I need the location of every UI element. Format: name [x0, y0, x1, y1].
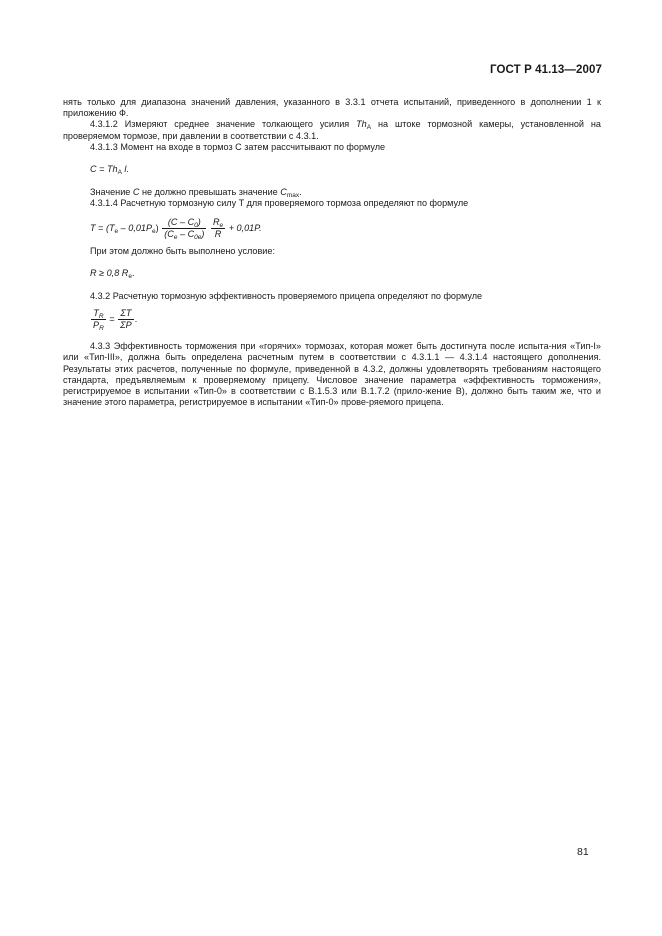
formula-brake-force: $T = (T_e - 0,01P_e)$ $\frac{(C - C_0)}{(C_e - C_{0e})}$ $\frac{R_e}{R}$ + 0,01P. [90, 216, 262, 241]
paragraph-4-3-2: 4.3.2 Расчетную тормозную эффективность проверяемого прицепа определяют по формуле [90, 291, 483, 302]
paragraph-condition-intro: При этом должно быть выполнено условие: [90, 245, 275, 256]
fraction-tr-pr: $\frac{T_R}{P_R}$ [93, 308, 104, 333]
fraction-sum-t-sum-p: $\frac{\Sigma T}{\Sigma P}$ [120, 308, 132, 331]
formula-efficiency: $\frac{T_R}{P_R}$ = $\frac{\Sigma T}{\Sigma P}$ . [93, 308, 138, 333]
fraction-c-ratio: $\frac{(C - C_0)}{(C_e - C_{0e})}$ [164, 216, 205, 241]
document-body [63, 97, 601, 408]
paragraph-4-3-3: 4.3.3 Эффективность торможения при «горячих» тормозах, которая может быть достигнута после испыта-ния «Тип-I» или «Тип-III», должна быть определена расчетным путем в соответствии с 4.3.1.1 — 4.3.1.4 настоящего дополнения. Результаты этих расчетов, полученные по формуле, приведенной в 4.3.2, должны удовлетворять требованиям настоящего стандарта, предъявляемым к проверяемому прицепу. Числовое значение параметра «эффективность торможения», регистрируемое в испытании «Тип-0» в соответствии с В.1.5.3 или В.1.7.2 (прило-жение В), должно быть таким же, что и значение этого параметра, регистрируемое в испытании «Тип-0» прове-ряемого прицепа. [63, 341, 601, 408]
formula-condition: R ≥ 0,8 $R_e$. [90, 267, 135, 280]
paragraph-cmax-limit: Значение C не должно превышать значение $C_{max}$. [90, 187, 302, 200]
formula-moment: $C = Th_A$ l. [90, 164, 129, 177]
fraction-r-ratio: $\frac{R_e}{R}$ [212, 216, 224, 239]
paragraph-4-3-1-3: 4.3.1.3 Момент на входе в тормоз C затем рассчитывают по формуле [90, 141, 386, 152]
page-number: 81 [577, 846, 589, 858]
paragraph-4-3-1-2: 4.3.1.2 Измеряют среднее значение толкающего усилия $Th_A$ на штоке тормозной камеры, установленной на проверяемом тормозе, при давлении в соответствии с 4.3.1. [63, 119, 601, 141]
paragraph-continuation: нять только для диапазона значений давления, указанного в 3.3.1 отчета испытаний, приведенного в дополнении 1 к приложению Ф. [63, 97, 601, 119]
paragraph-4-3-1-4: 4.3.1.4 Расчетную тормозную силу T для проверяемого тормоза определяют по формуле [90, 198, 469, 209]
standard-header: ГОСТ Р 41.13—2007 [490, 64, 602, 76]
